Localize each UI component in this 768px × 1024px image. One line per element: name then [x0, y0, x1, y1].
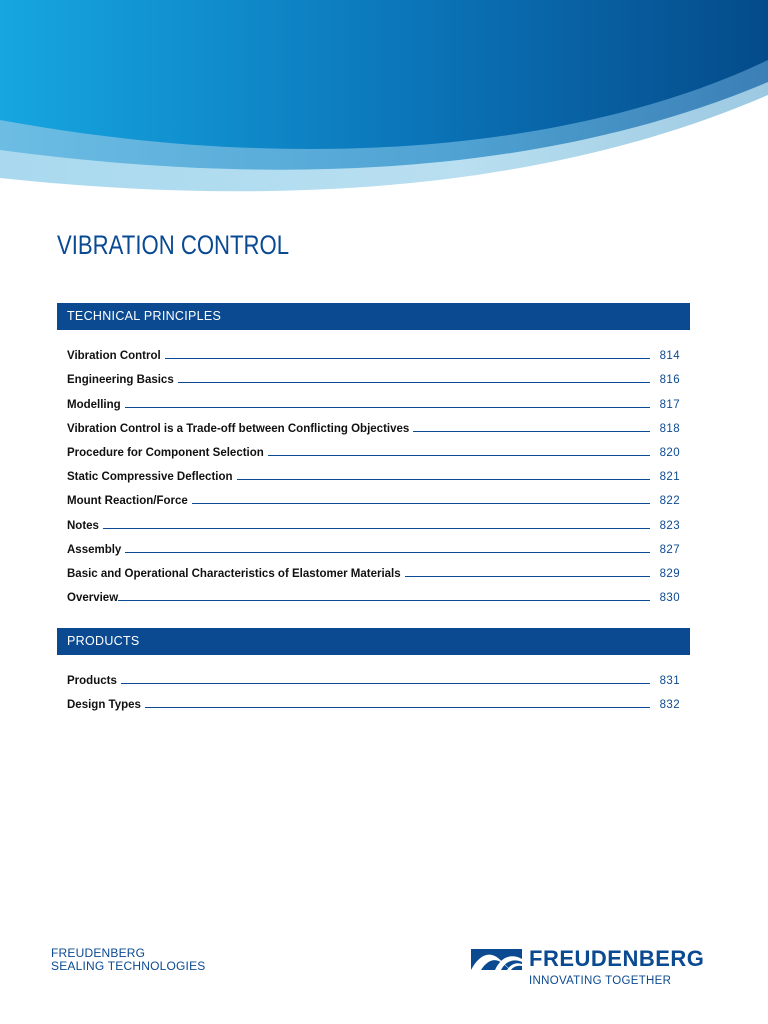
toc-entry-page: 814 [659, 350, 680, 363]
toc-leader-line [165, 358, 650, 359]
toc-entry-label: Assembly [67, 543, 122, 556]
toc-entry[interactable] [67, 463, 680, 487]
toc-leader-line [192, 503, 650, 504]
page-title: VIBRATION CONTROL [57, 230, 290, 260]
toc-entry[interactable] [67, 511, 680, 535]
toc-entry-page: 830 [659, 592, 680, 605]
toc-entry-page: 821 [659, 471, 680, 484]
toc-leader-line [125, 552, 650, 553]
toc-entry-page: 816 [659, 374, 680, 387]
toc-entry[interactable] [67, 667, 680, 691]
toc-entry-page: 831 [659, 675, 680, 688]
toc-entry-label: Basic and Operational Characteristics of Elastomer Materials [67, 567, 401, 580]
toc-leader-line [145, 707, 650, 708]
toc-entry-label: Design Types [67, 699, 141, 712]
toc-entry[interactable] [67, 390, 680, 414]
toc-list-products [67, 667, 680, 715]
toc-leader-line [103, 528, 650, 529]
toc-leader-line [121, 683, 650, 684]
toc-entry-page: 820 [659, 446, 680, 459]
toc-entry-page: 822 [659, 495, 680, 508]
toc-entry-label: Vibration Control is a Trade-off between Conflicting Objectives [67, 422, 410, 435]
toc-entry[interactable] [67, 584, 680, 608]
toc-entry-page: 823 [659, 519, 680, 532]
toc-entry-label: Static Compressive Deflection [67, 471, 233, 484]
toc-entry-page: 818 [659, 422, 680, 435]
section-header-products: PRODUCTS [57, 628, 690, 655]
toc-entry-page: 832 [659, 699, 680, 712]
toc-entry[interactable] [67, 560, 680, 584]
toc-leader-line [237, 479, 650, 480]
toc-entry[interactable] [67, 536, 680, 560]
toc-entry[interactable] [67, 487, 680, 511]
toc-entry-label: Procedure for Component Selection [67, 446, 264, 459]
toc-leader-line [405, 576, 650, 577]
logo-tagline: INNOVATING TOGETHER [529, 975, 672, 987]
toc-leader-line [178, 382, 650, 383]
toc-entry[interactable] [67, 366, 680, 390]
toc-entry-page: 829 [659, 567, 680, 580]
toc-entry-label: Mount Reaction/Force [67, 495, 188, 508]
toc-entry-page: 827 [659, 543, 680, 556]
toc-entry-label: Products [67, 675, 117, 688]
toc-list-technical-principles [67, 342, 680, 608]
footer-company-line2: SEALING TECHNOLOGIES [51, 959, 206, 973]
toc-leader-line [125, 407, 650, 408]
toc-leader-line [413, 431, 650, 432]
toc-entry-label: Engineering Basics [67, 374, 174, 387]
toc-entry-label: Vibration Control [67, 350, 161, 363]
toc-entry[interactable] [67, 439, 680, 463]
toc-entry-label: Notes [67, 519, 99, 532]
logo-wordmark: FREUDENBERG [529, 946, 705, 971]
toc-leader-line [118, 600, 650, 601]
toc-entry-label: Overview [67, 592, 119, 605]
section-header-technical-principles: TECHNICAL PRINCIPLES [57, 303, 690, 330]
freudenberg-wave-logo-icon [471, 949, 522, 970]
header-banner [0, 0, 768, 200]
footer-company-line1: FREUDENBERG [51, 946, 146, 960]
footer-company-name [51, 947, 206, 973]
toc-leader-line [268, 455, 650, 456]
toc-entry-page: 817 [659, 398, 680, 411]
toc-entry[interactable] [67, 342, 680, 366]
toc-entry[interactable] [67, 691, 680, 715]
toc-entry-label: Modelling [67, 398, 121, 411]
toc-entry[interactable] [67, 415, 680, 439]
